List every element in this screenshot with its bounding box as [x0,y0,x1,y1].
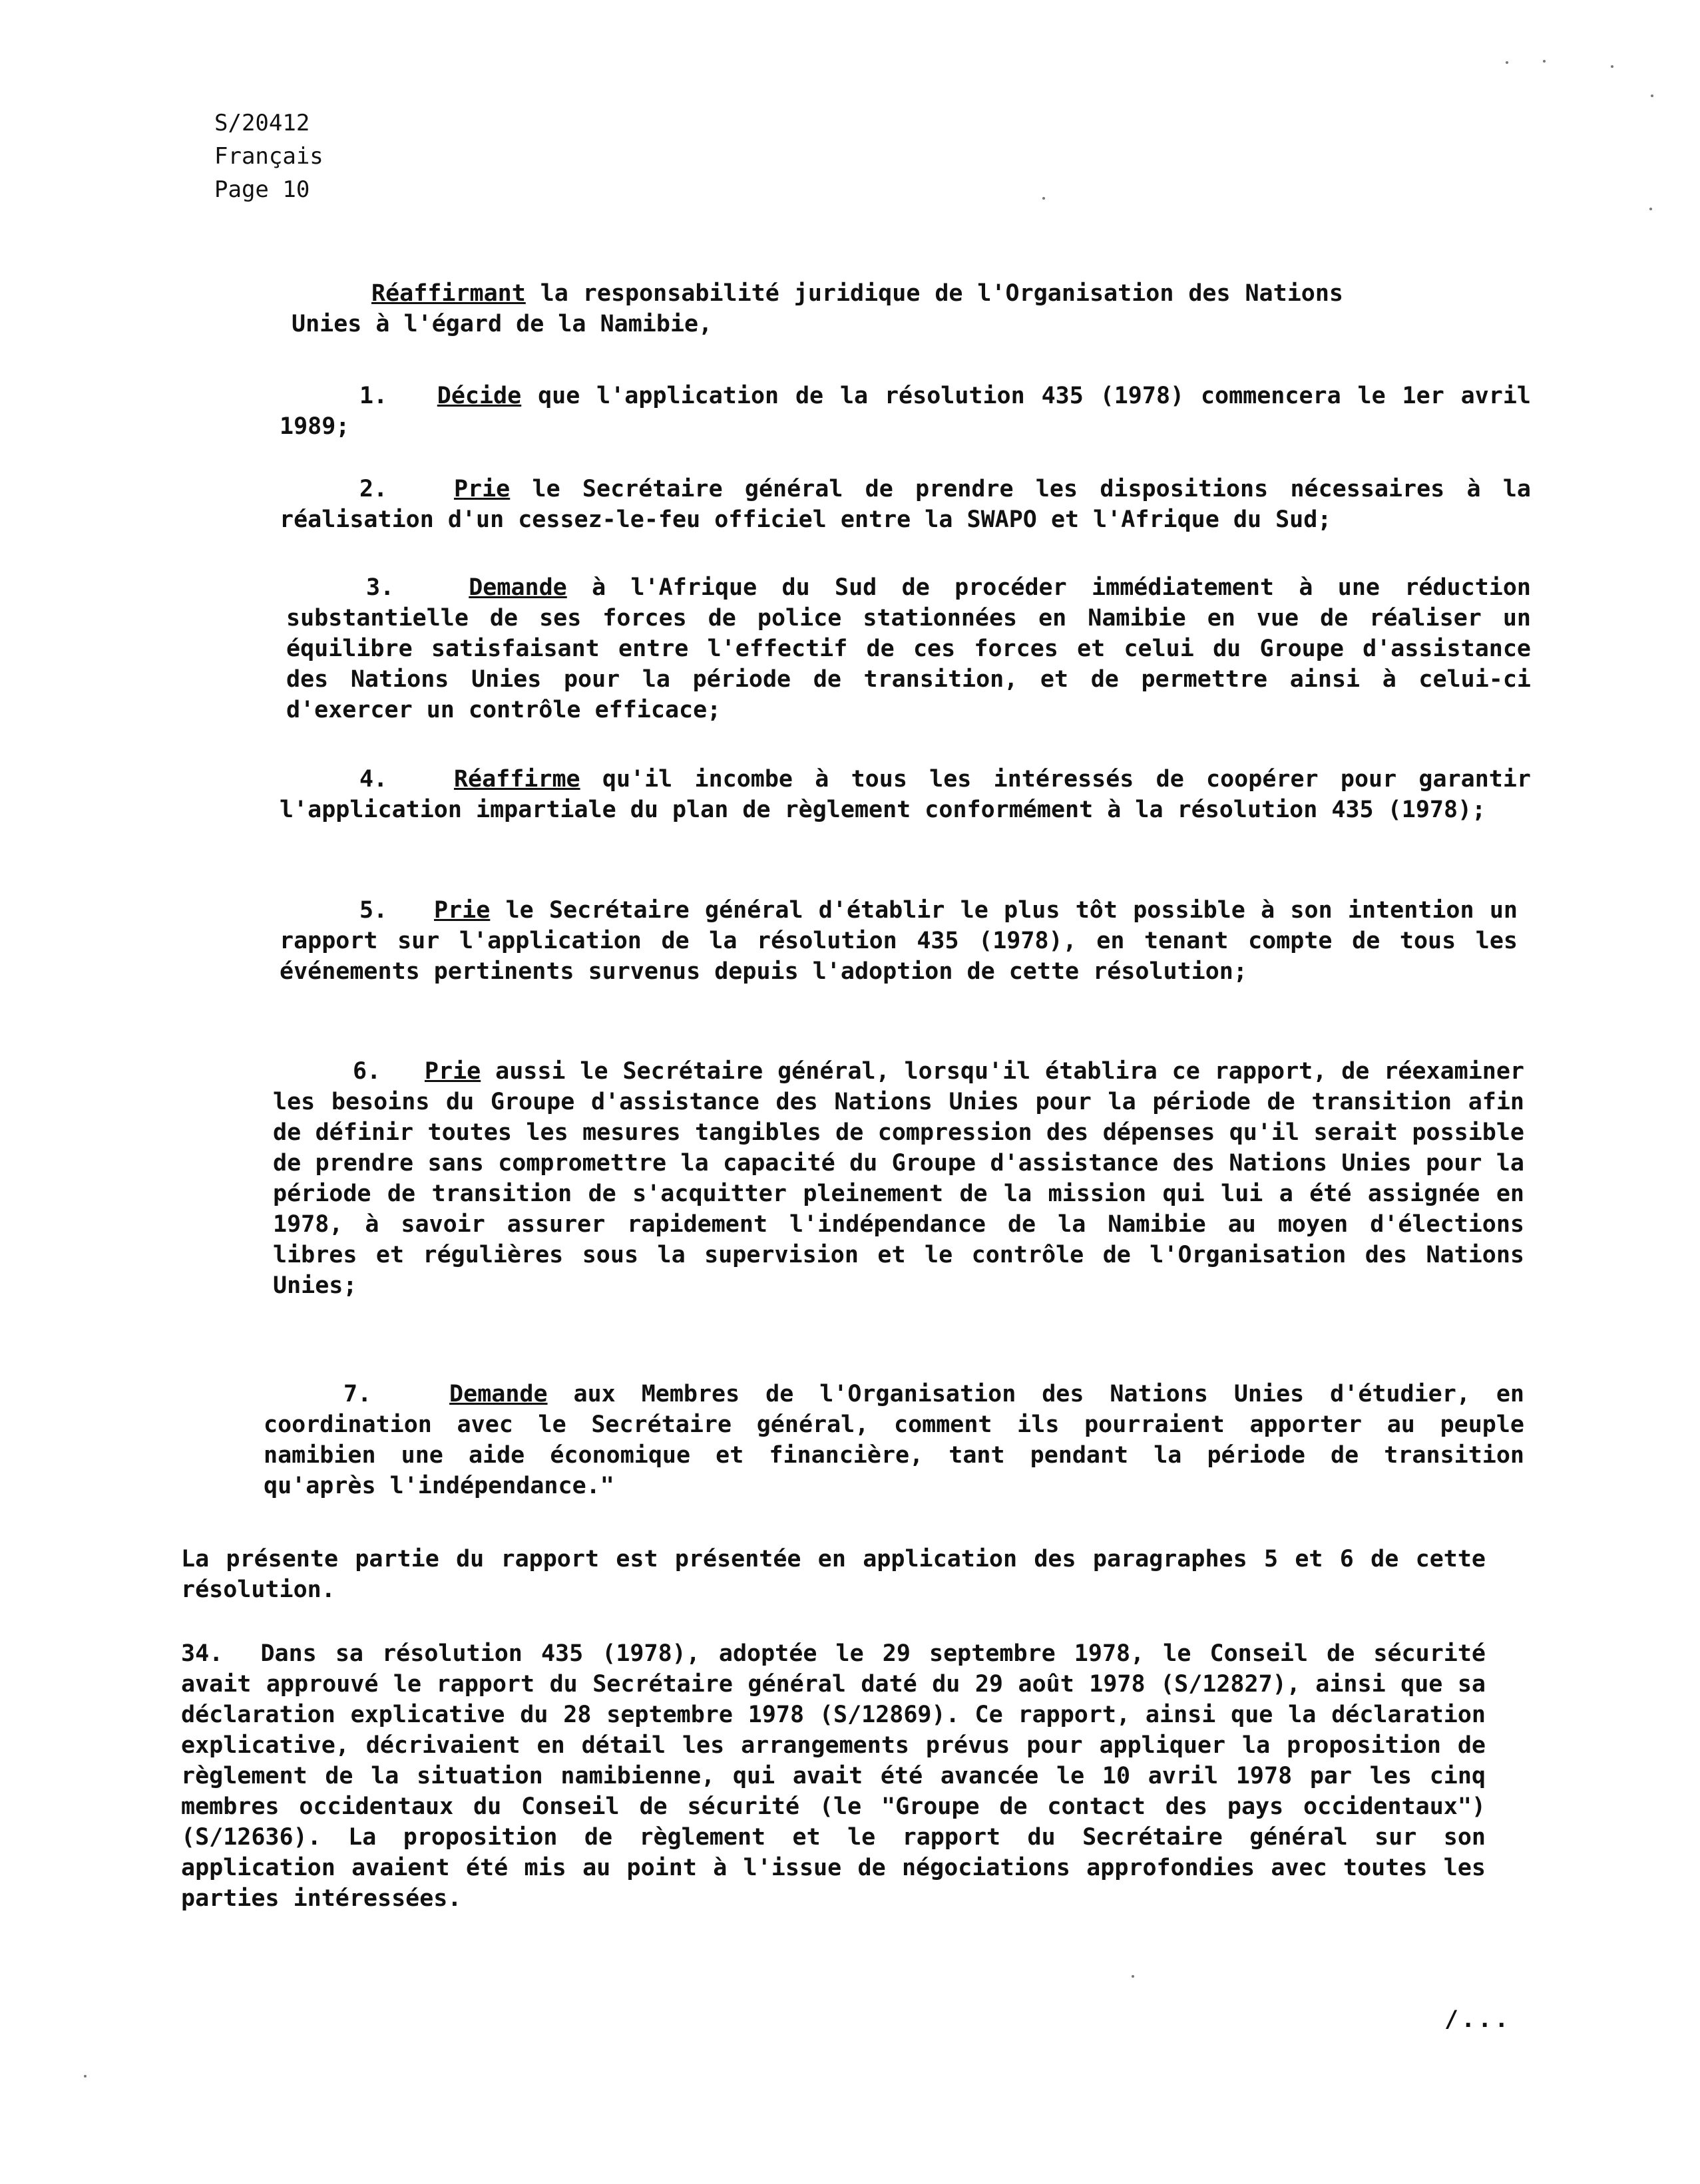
scan-speck [1611,65,1613,68]
continuation-mark: /... [1444,2006,1512,2033]
scan-speck [1649,208,1652,210]
preamble-text: la responsabilité juridique de l'Organisation des Nations Unies à l'égard de la Namibie, [292,280,1343,337]
page-number: Page 10 [214,176,310,203]
operative-paragraph-3 [286,572,1531,725]
paragraph-keyword: Prie [424,1058,481,1085]
paragraph-keyword: Prie [453,476,511,502]
paragraph-number: 6. [353,1058,381,1085]
scan-speck [1132,1975,1134,1978]
paragraph-keyword: Demande [469,574,567,601]
paragraph-number: 1. [359,383,388,409]
paragraph-number: 4. [359,766,388,793]
operative-paragraph-1 [280,381,1531,442]
scan-speck [84,2075,87,2078]
paragraph-keyword: Demande [449,1381,548,1407]
paragraph-text: le Secrétaire général de prendre les dispositions nécessaires à la réalisation d'un cessez-le-feu officiel entre la SWAPO et l'Afrique du Sud; [280,476,1531,533]
scan-speck [1506,61,1508,64]
paragraph-keyword: Prie [434,897,491,924]
operative-paragraph-2 [280,474,1531,535]
operative-paragraph-5 [280,895,1518,987]
document-language: Français [214,143,323,170]
paragraph-text: que l'application de la résolution 435 (1978) commencera le 1er avril 1989; [280,383,1531,440]
paragraph-34 [181,1638,1486,1914]
report-note-paragraph: La présente partie du rapport est présentée en application des paragraphes 5 et 6 de cette résolution. [181,1546,1486,1603]
scan-speck [1651,94,1653,97]
paragraph-text: le Secrétaire général d'établir le plus tôt possible à son intention un rapport sur l'application de la résolution 435 (1978), en tenant compte de tous les événements pertinents survenus depuis l'adoption de cette résolution; [280,897,1518,985]
paragraph-text: aussi le Secrétaire général, lorsqu'il établira ce rapport, de réexaminer les besoins du Groupe d'assistance des Nations Unies pour la période de transition afin de définir toutes les mesures tangibles de compression des dépenses qu'il serait possible de prendre sans compromettre la capacité du Groupe d'assistance des Nations Unies pour la période de transition de s'acquitter pleinement de la mission qui lui a été assignée en 1978, à savoir assurer rapidement l'indépendance de la Namibie au moyen d'élections libres et régulières sous la supervision et le contrôle de l'Organisation des Nations Unies; [273,1058,1525,1299]
paragraph-text: aux Membres de l'Organisation des Nations Unies d'étudier, en coordination avec le Secrétaire général, comment ils pourraient apporter au peuple namibien une aide économique et financière, tant pendant la période de transition qu'après l'indépendance." [264,1381,1525,1499]
paragraph-keyword: Réaffirme [453,766,580,793]
paragraph-text: qu'il incombe à tous les intéressés de coopérer pour garantir l'application impartiale du plan de règlement conformément à la résolution 435 (1978); [280,766,1531,823]
paragraph-number: 34. [181,1640,224,1667]
paragraph-keyword: Décide [437,383,522,409]
document-symbol: S/20412 [214,110,310,136]
operative-paragraph-6 [273,1056,1524,1301]
paragraph-number: 5. [359,897,388,924]
preamble-paragraph [292,278,1343,339]
operative-paragraph-4 [280,764,1531,825]
operative-paragraph-7 [264,1379,1524,1501]
paragraph-text: à l'Afrique du Sud de procéder immédiatement à une réduction substantielle de ses forces de police stationnées en Namibie en vue de réaliser un équilibre satisfaisant entre l'effectif de ces forces et celui du Groupe d'assistance des Nations Unies pour la période de transition, et de permettre ainsi à celui-ci d'exercer un contrôle efficace; [286,574,1531,723]
paragraph-number: 7. [343,1381,372,1407]
document-header [214,106,323,206]
paragraph-number: 3. [366,574,395,601]
preamble-keyword: Réaffirmant [371,280,526,307]
paragraph-number: 2. [359,476,388,502]
paragraph-text: Dans sa résolution 435 (1978), adoptée le 29 septembre 1978, le Conseil de sécurité avait approuvé le rapport du Secrétaire général daté du 29 août 1978 (S/12827), ainsi que sa déclaration explicative du 28 septembre 1978 (S/12869). Ce rapport, ainsi que la déclaration explicative, décrivaient en détail les arrangements prévus pour appliquer la proposition de règlement de la situation namibienne, qui avait été avancée le 10 avril 1978 par les cinq membres occidentaux du Conseil de sécurité (le "Groupe de contact des pays occidentaux") (S/12636). La proposition de règlement et le rapport du Secrétaire général sur son application avaient été mis au point à l'issue de négociations approfondies avec toutes les parties intéressées. [181,1640,1486,1912]
scan-speck [1042,197,1045,200]
scan-speck [1543,60,1546,63]
